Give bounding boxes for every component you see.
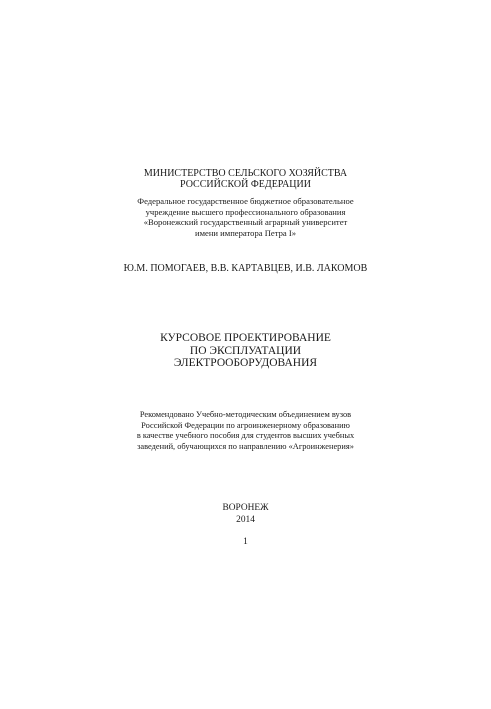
ministry-line: РОССИЙСКОЙ ФЕДЕРАЦИИ xyxy=(180,179,311,190)
title-line: ЭЛЕКТРООБОРУДОВАНИЯ xyxy=(173,357,318,369)
page-number: 1 xyxy=(243,537,248,547)
publication-city: ВОРОНЕЖ xyxy=(222,503,269,513)
title-line: КУРСОВОЕ ПРОЕКТИРОВАНИЕ xyxy=(160,332,331,344)
institution-line: «Воронежский государственный аграрный университет xyxy=(143,217,348,228)
institution-name xyxy=(0,196,491,238)
recommendation-note xyxy=(0,410,491,452)
recommendation-line: Рекомендовано Учебно-методическим объединением вузов xyxy=(139,410,352,419)
recommendation-line: в качестве учебного пособия для студентов высших учебных xyxy=(136,431,355,441)
ministry-line: МИНИСТЕРСТВО СЕЛЬСКОГО ХОЗЯЙСТВА xyxy=(143,168,348,179)
recommendation-line: Российской Федерации по агроинженерному образованию xyxy=(141,420,350,430)
institution-line: имени императора Петра I» xyxy=(194,227,297,238)
institution-line: учреждение высшего профессионального образования xyxy=(145,206,346,217)
document-title xyxy=(0,332,491,370)
recommendation-line: заведений, обучающихся по направлению «Агроинженерия» xyxy=(137,441,354,451)
ministry-heading xyxy=(0,168,491,190)
authors: Ю.М. ПОМОГАЕВ, В.В. КАРТАВЦЕВ, И.В. ЛАКОМОВ xyxy=(123,263,368,274)
publication-year: 2014 xyxy=(236,515,255,525)
institution-line: Федеральное государственное бюджетное образовательное xyxy=(137,196,354,206)
title-line: ПО ЭКСПЛУАТАЦИИ xyxy=(189,344,302,357)
